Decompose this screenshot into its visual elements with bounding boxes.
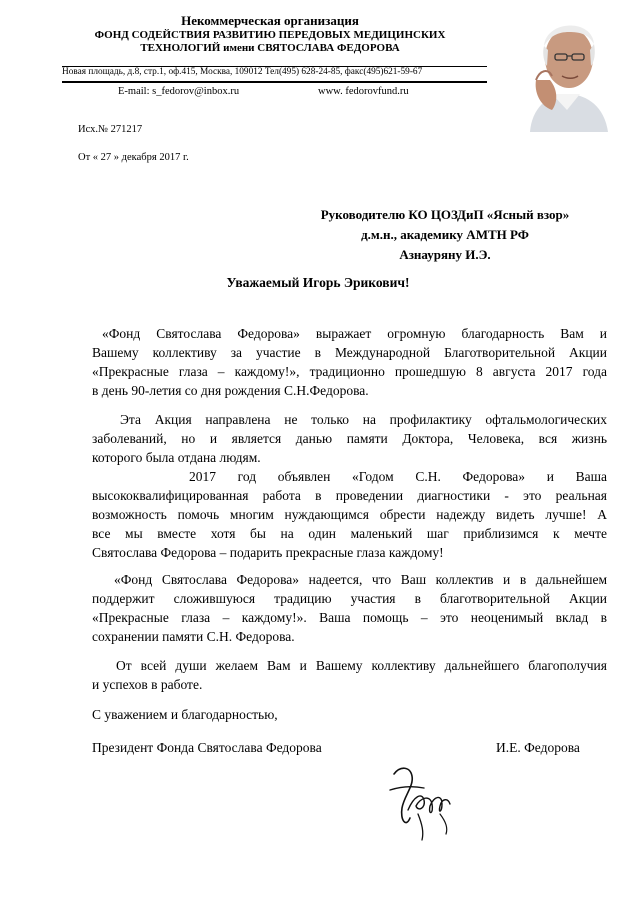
body-paragraph-2	[92, 410, 607, 467]
paragraph-line: поддержит сложившуюся традицию участия в благотворительной Акции	[92, 591, 607, 606]
paragraph-line: заболеваний, но и является данью памяти Доктора, Человека, вся жизнь	[92, 431, 607, 446]
addressee-degree: д.м.н., академику АМТН РФ	[361, 227, 529, 242]
signatory-title: Президент Фонда Святослава Федорова	[92, 740, 322, 755]
paragraph-line: в день 90-летия со дня рождения С.Н.Федорова.	[92, 383, 369, 398]
paragraph-line: Эта Акция направлена не только на профилактику офтальмологических	[120, 412, 607, 427]
salutation: Уважаемый Игорь Эрикович!	[226, 275, 410, 290]
org-email: E-mail: s_fedorov@inbox.ru	[118, 86, 240, 97]
paragraph-line: Вашему коллективу за участие в Международной Благотворительной Акции	[92, 345, 607, 360]
org-name-line2: ТЕХНОЛОГИЙ имени СВЯТОСЛАВА ФЕДОРОВА	[140, 42, 400, 54]
paragraph-line: возможность помочь многим нуждающимся обрести надежду видеть лучше! А	[92, 507, 607, 522]
signatory-name: И.Е. Федорова	[496, 740, 580, 755]
body-paragraph-4	[92, 570, 607, 646]
addressee-position: Руководителю КО ЦОЗДиП «Ясный взор»	[320, 207, 570, 222]
closing-phrase: С уважением и благодарностью,	[92, 707, 278, 722]
org-website: www. fedorovfund.ru	[318, 86, 409, 97]
body-paragraph-1	[92, 324, 607, 400]
handwritten-signature	[380, 752, 470, 842]
addressee-name: Азнауряну И.Э.	[399, 247, 491, 262]
paragraph-line: «Прекрасные глаза – каждому!», традиционно прошедшую 8 августа 2017 года	[92, 364, 607, 379]
paragraph-line: все мы вместе хотя бы на один маленький шаг приблизимся к мечте	[92, 526, 607, 541]
body-paragraph-3	[92, 467, 607, 562]
letter-date: От « 27 » декабря 2017 г.	[78, 152, 189, 163]
header-rule-bottom	[62, 81, 487, 83]
outgoing-number: Исх.№ 271217	[78, 124, 143, 135]
org-name-line1: ФОНД СОДЕЙСТВИЯ РАЗВИТИЮ ПЕРЕДОВЫХ МЕДИЦИНСКИХ	[94, 29, 446, 41]
body-paragraph-5	[92, 656, 607, 694]
paragraph-line: «Прекрасные глаза – каждому!». Ваша помощь – это неоценимый вклад в	[92, 610, 607, 625]
paragraph-line: и успехов в работе.	[92, 677, 203, 692]
paragraph-line: «Фонд Святослава Федорова» надеется, что Ваш коллектив и в дальнейшем	[114, 572, 607, 587]
paragraph-line: высококвалифицированная работа в проведении диагностики - это реальная	[92, 488, 607, 503]
contacts-row	[118, 86, 409, 97]
paragraph-line: 2017 год объявлен «Годом С.Н. Федорова» и Ваша	[189, 469, 607, 484]
paragraph-line: которого была отдана людям.	[92, 450, 261, 465]
paragraph-line: Святослава Федорова – подарить прекрасные глаза каждому!	[92, 545, 444, 560]
org-type: Некоммерческая организация	[181, 13, 359, 28]
paragraph-line: От всей души желаем Вам и Вашему коллективу дальнейшего благополучия	[116, 658, 607, 673]
paragraph-line: сохранении памяти С.Н. Федорова.	[92, 629, 295, 644]
founder-portrait-photo	[522, 10, 612, 132]
org-address: Новая площадь, д.8, стр.1, оф.415, Москва, 109012 Тел(495) 628-24-85, факс(495)621-59-67	[62, 67, 423, 77]
addressee-block	[290, 205, 600, 265]
paragraph-line: «Фонд Святослава Федорова» выражает огромную благодарность Вам и	[102, 326, 607, 341]
